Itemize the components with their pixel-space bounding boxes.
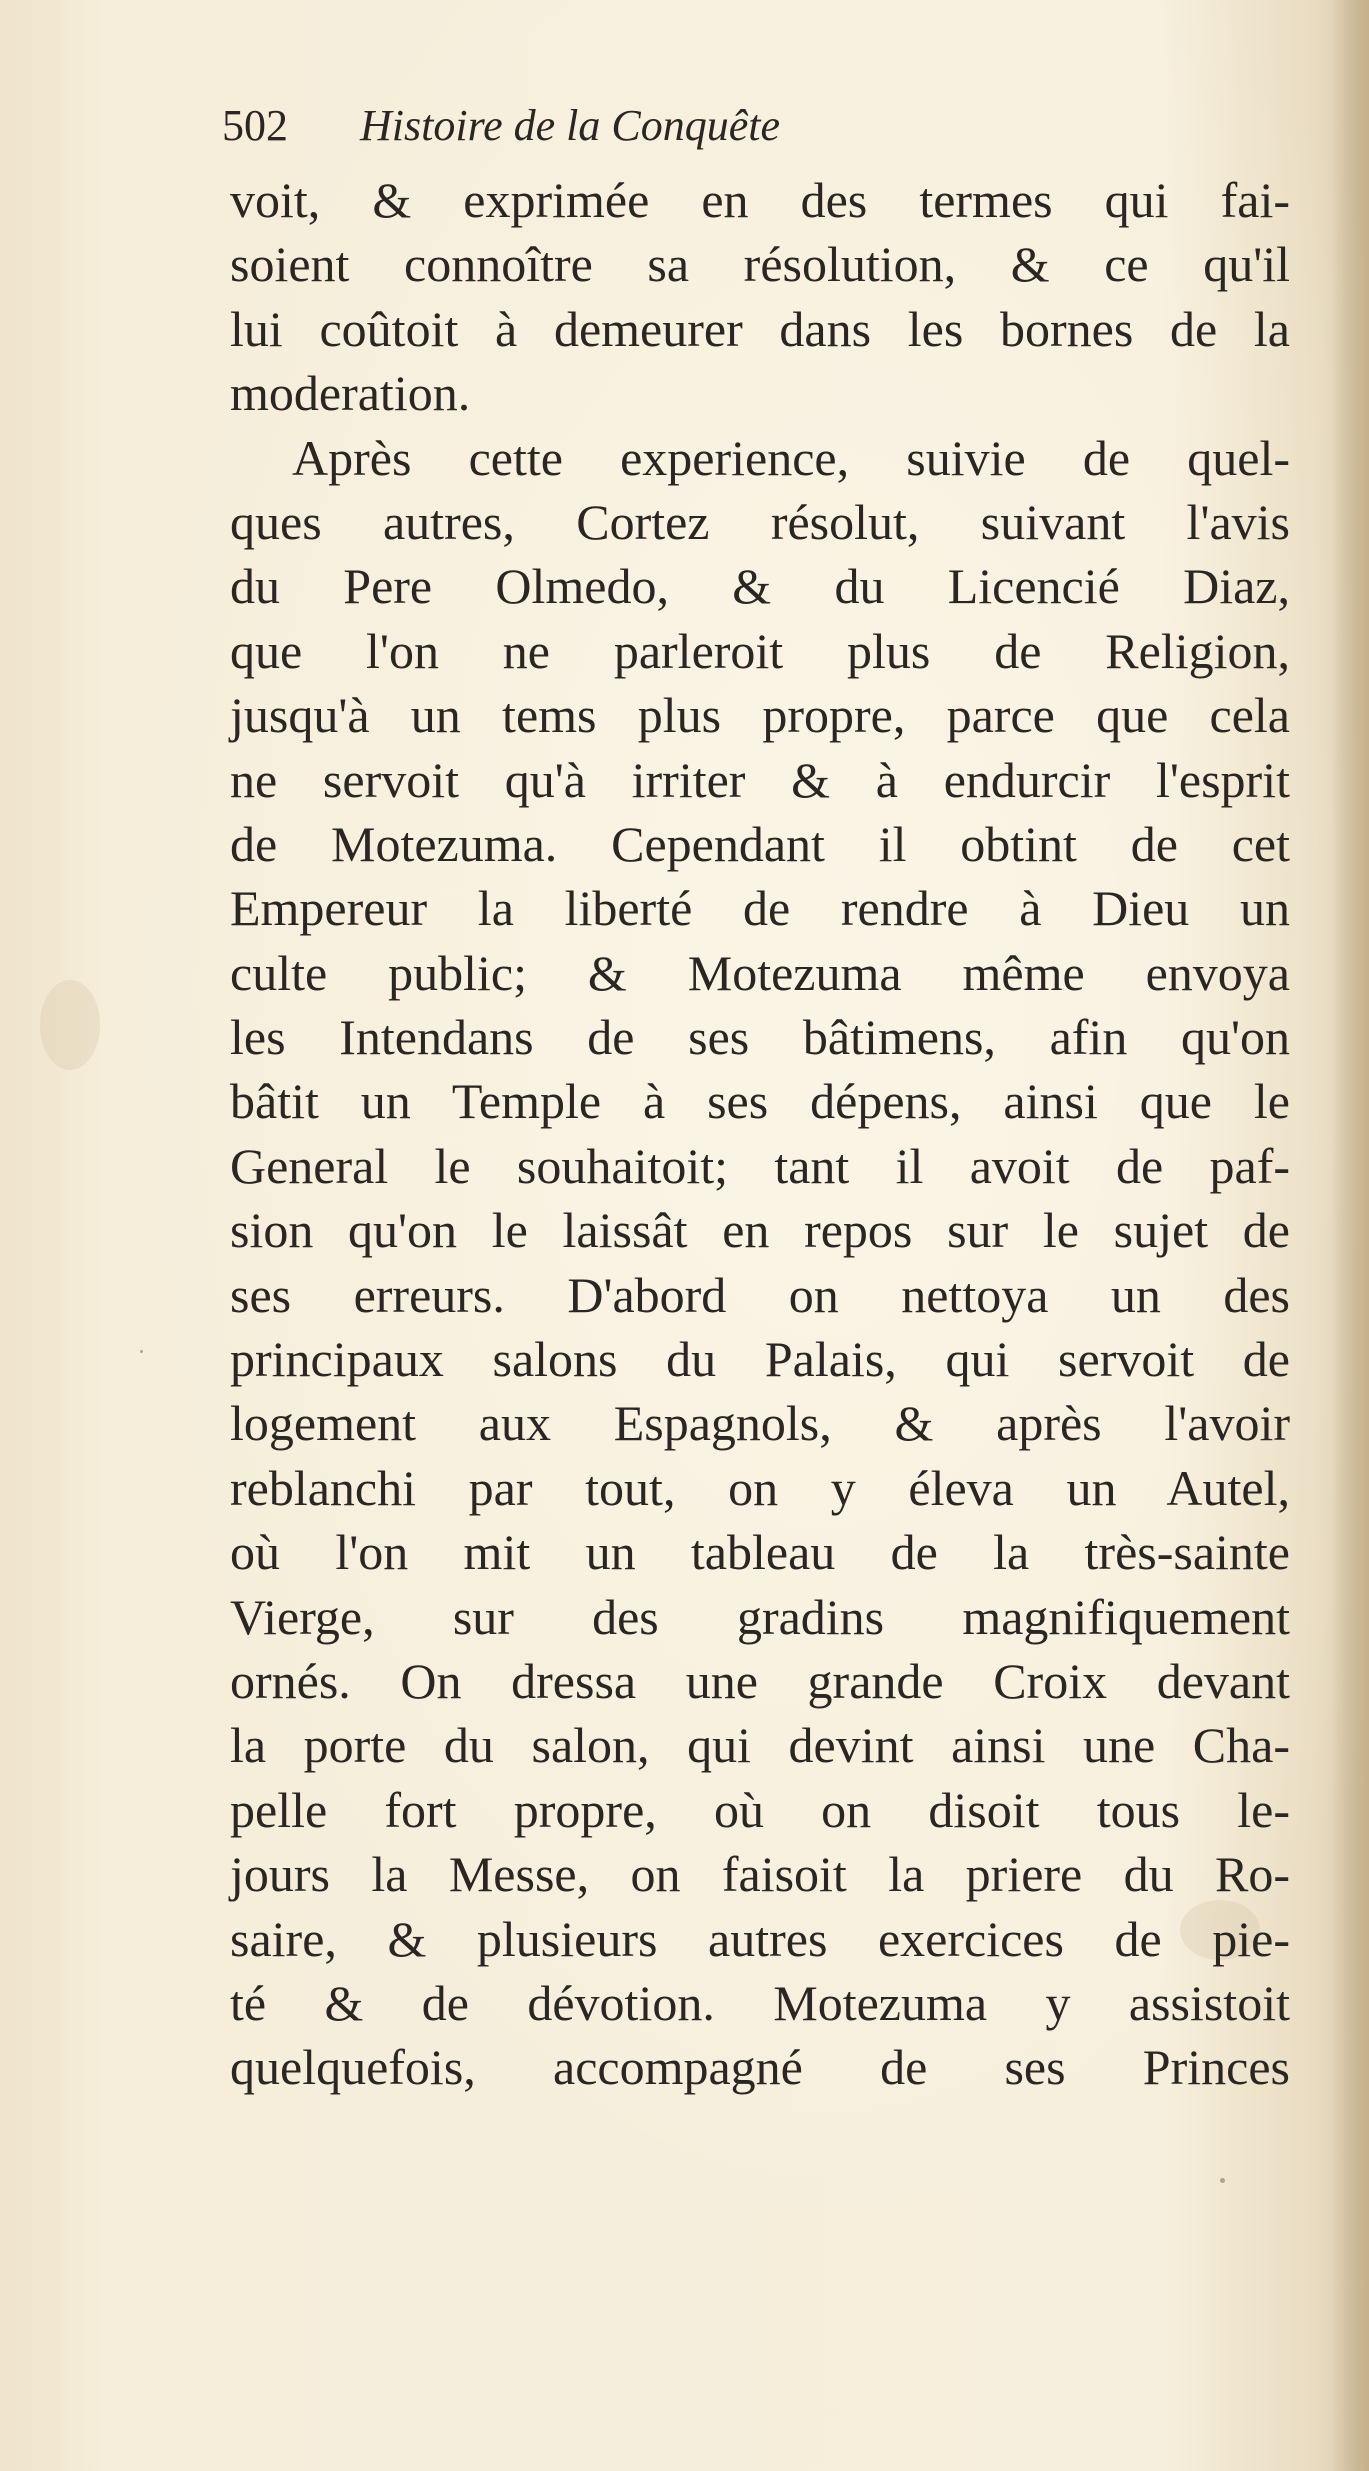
text-line: les Intendans de ses bâtimens, afin qu'on bbox=[230, 1009, 1290, 1066]
text-line: principaux salons du Palais, qui servoit de bbox=[230, 1331, 1290, 1388]
text-line: ne servoit qu'à irriter & à endurcir l'esprit bbox=[230, 751, 1290, 808]
text-line: ques autres, Cortez résolut, suivant l'avis bbox=[230, 493, 1290, 550]
body-text bbox=[230, 168, 1290, 2100]
text-line: culte public; & Motezuma même envoya bbox=[230, 944, 1290, 1001]
text-line: sion qu'on le laissât en repos sur le sujet de bbox=[230, 1202, 1290, 1259]
page-edge-shadow bbox=[1331, 0, 1369, 2471]
text-line: jusqu'à un tems plus propre, parce que cela bbox=[230, 687, 1290, 744]
text-line: Après cette experience, suivie de quel- bbox=[292, 429, 1290, 486]
paragraph bbox=[230, 168, 1290, 426]
text-line: voit, & exprimée en des termes qui fai- bbox=[230, 172, 1290, 228]
paper-speck bbox=[140, 1350, 143, 1353]
text-line: té & de dévotion. Motezuma y assistoit bbox=[230, 1974, 1290, 2031]
running-title: Histoire de la Conquête bbox=[360, 101, 780, 150]
text-line: reblanchi par tout, on y éleva un Autel, bbox=[230, 1459, 1290, 1516]
text-line: Empereur la liberté de rendre à Dieu un bbox=[230, 880, 1290, 937]
text-line: pelle fort propre, où on disoit tous le- bbox=[230, 1781, 1290, 1838]
text-line: moderation. bbox=[230, 365, 471, 422]
text-line: bâtit un Temple à ses dépens, ainsi que le bbox=[230, 1073, 1290, 1130]
text-line: quelquefois, accompagné de ses Princes bbox=[230, 2039, 1290, 2096]
text-line: General le souhaitoit; tant il avoit de paf- bbox=[230, 1137, 1290, 1194]
text-line: soient connoître sa résolution, & ce qu'il bbox=[230, 236, 1290, 293]
text-line: ornés. On dressa une grande Croix devant bbox=[230, 1652, 1290, 1709]
page-number: 502 bbox=[222, 101, 288, 150]
paper-stain bbox=[40, 980, 100, 1070]
paragraph bbox=[230, 426, 1290, 2100]
text-line: de Motezuma. Cependant il obtint de cet bbox=[230, 815, 1290, 872]
text-line: jours la Messe, on faisoit la priere du Ro- bbox=[230, 1846, 1290, 1903]
text-line: ses erreurs. D'abord on nettoya un des bbox=[230, 1266, 1290, 1323]
text-line: où l'on mit un tableau de la très-sainte bbox=[230, 1524, 1290, 1581]
text-line: Vierge, sur des gradins magnifiquement bbox=[230, 1588, 1290, 1645]
text-line: lui coûtoit à demeurer dans les bornes de la bbox=[230, 300, 1290, 357]
text-line: du Pere Olmedo, & du Licencié Diaz, bbox=[230, 558, 1290, 615]
page-header bbox=[222, 100, 780, 151]
paper-speck bbox=[1220, 2178, 1225, 2183]
text-line: que l'on ne parleroit plus de Religion, bbox=[230, 622, 1290, 679]
text-line: saire, & plusieurs autres exercices de pie- bbox=[230, 1910, 1290, 1967]
text-line: logement aux Espagnols, & après l'avoir bbox=[230, 1395, 1290, 1452]
text-line: la porte du salon, qui devint ainsi une Cha- bbox=[230, 1717, 1290, 1774]
